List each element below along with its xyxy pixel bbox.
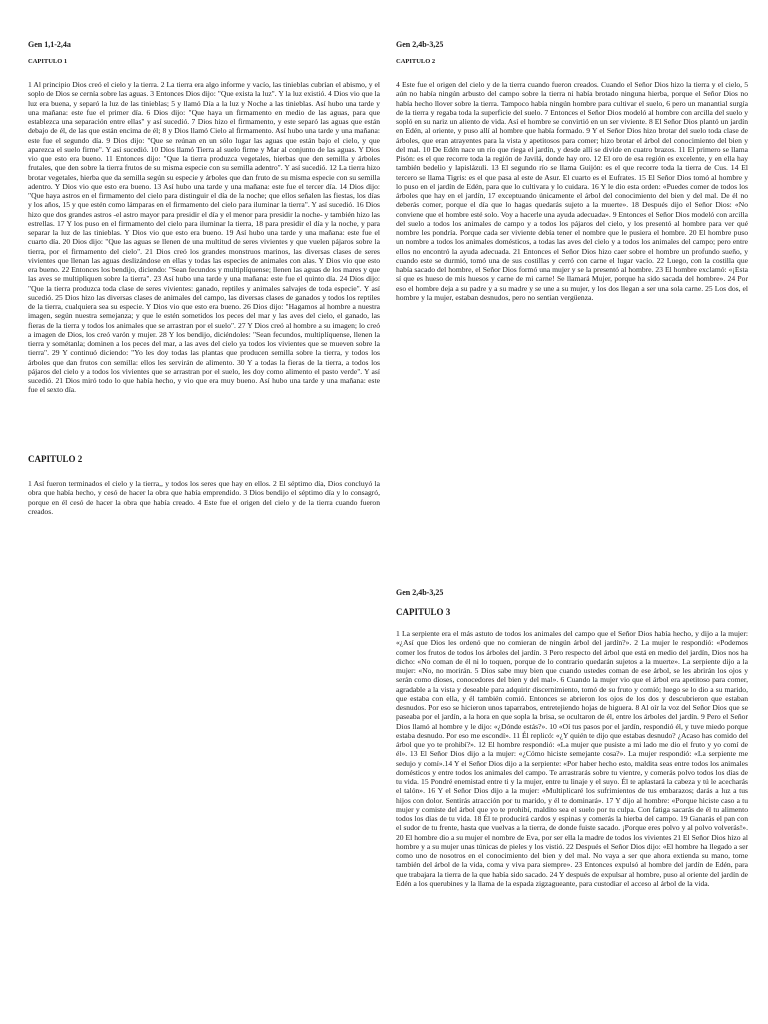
genesis-2-section [396, 40, 748, 302]
passage-reference: Gen 2,4b-3,25 [396, 588, 444, 597]
chapter-body-text: 4 Este fue el origen del cielo y de la tierra cuando fueron creados. Cuando el Señor Dios hizo la tierra y el cielo, 5 aún no había ningún arbusto del campo sobre la tierra ni había brotado ninguna hierba, porque el Señor Dios no había hecho llover sobre la tierra. Tampoco había ningún hombre para cultivar el suelo, 6 pero un manantial surgía de la tierra y regaba toda la superficie del suelo. 7 Entonces el Señor Dios modeló al hombre con arcilla del suelo y sopló en su nariz un aliento de vida. Así el hombre se convirtió en un ser viviente. 8 El Señor Dios plantó un jardín en Edén, al oriente, y puso allí al hombre que había formado. 9 Y el Señor Dios hizo brotar del suelo toda clase de árboles, que eran atrayentes para la vista y apetitosos para comer; hizo brotar el árbol del conocimiento del bien y del mal. 10 De Edén nace un río que riega el jardín, y desde allí se divide en cuatro brazos. 11 El primero se llama Pisón: es el que recorre toda la región de Javilá, donde hay oro. 12 El oro de esa región es excelente, y en ella hay también bedelio y lapislázuli. 13 El segundo río se llama Guijón: es el que recorre toda la tierra de Cus. 14 El tercero se llama Tigris: es el que pasa al este de Asur. El cuarto es el Eufrates. 15 El Señor Dios tomó al hombre y lo puso en el jardín de Edén, para que lo cultivara y lo cuidara. 16 Y le dio esta orden: «Puedes comer de todos los árboles que hay en el jardín, 17 exceptuando únicamente el árbol del conocimiento del bien y del mal. De él no deberás comer, porque el día que lo hagas quedarás sujeto a la muerte». 18 Después dijo el Señor Dios: «No conviene que el hombre esté solo. Voy a hacerle una ayuda adecuada». 9 Entonces el Señor Dios modeló con arcilla del suelo a todos los animales de campo y a todos los pájaros del cielo, y los presentó al hombre para ver qué nombre les pondría. Porque cada ser viviente debía tener el nombre que le pusiera el hombre. 20 El hombre puso un nombre a todos los animales domésticos, a todas las aves del cielo y a todos los animales del campo; pero entre ellos no encontró la ayuda adecuada. 21 Entonces el Señor Dios hizo caer sobre el hombre un profundo sueño, y cuando este se durmió, tomó una de sus costillas y cerró con carne el lugar vacío. 22 Luego, con la costilla que había sacado del hombre, el Señor Dios formó una mujer y se la presentó al hombre. 23 El hombre exclamó: «¡Esta sí que es hueso de mis huesos y carne de mi carne! Se llamará Mujer, porque ha sido sacada del hombre». 24 Por eso el hombre deja a su padre y a su madre y se une a su mujer, y los dos llegan a ser una sola carne. 25 Los dos, el hombre y la mujer, estaban desnudos, pero no sentían vergüenza. [396, 80, 748, 302]
genesis-3-section [396, 588, 748, 888]
chapter-heading: CAPITULO 3 [396, 607, 451, 617]
chapter-body-text: 1 Al principio Dios creó el cielo y la tierra. 2 La tierra era algo informe y vacío, las tinieblas cubrían el abismo, y el soplo de Dios se cernía sobre las aguas. 3 Entonces Dios dijo: "Que exista la luz". Y la luz existió. 4 Dios vio que la luz era buena, y separó la luz de las tinieblas; 5 y llamó Día a la luz y Noche a las tinieblas. Así hubo una tarde y una mañana: este fue el primer día. 6 Dios dijo: "Que haya un firmamento en medio de las aguas, para que establezca una separación entre ellas" y así sucedió. 7 Dios hizo el firmamento, y este separó las aguas que están debajo de él, de las que están encima de él; 8 y Dios llamó Cielo al firmamento. Así hubo una tarde y una mañana: este fue el segundo día. 9 Dios dijo: "Que se reúnan en un sólo lugar las aguas que están bajo el cielo, y que aparezca el suelo firme". Y así sucedió. 10 Dios llamó Tierra al suelo firme y Mar al conjunto de las aguas. Y Dios vio que esto era bueno. 11 Entonces dijo: "Que la tierra produzca vegetales, hierbas que den semilla y árboles frutales, que den sobre la tierra frutos de su misma especie con su semilla adentro". Y así sucedió. 12 La tierra hizo brotar vegetales, hierba que da semilla según su especie y árboles que dan fruto de su misma especie con su semilla adentro. Y Dios vio que esto era bueno. 13 Así hubo una tarde y una mañana: este fue el tercer día. 14 Dios dijo: "Que haya astros en el firmamento del cielo para distinguir el día de la noche; que ellos señalen las fiestas, los días y los años, 15 y que estén como lámparas en el firmamento del cielo para iluminar la tierra". Y así sucedió. 16 Dios hizo que dos grandes astros -el astro mayor para presidir el día y el menor para presidir la noche- y también hizo las estrellas. 17 Y los puso en el firmamento del cielo para iluminar la tierra, 18 para presidir el día y la noche, y para separar la luz de las tinieblas. Y Dios vio que esto era bueno. 19 Así hubo una tarde y una mañana: este fue el cuarto día. 20 Dios dijo: "Que las aguas se llenen de una multitud de seres vivientes y que vuelen pájaros sobre la tierra, por el firmamento del cielo". 21 Dios creó los grandes monstruos marinos, las diversas clases de seres vivientes que llenan las aguas deslizándose en ellas y todas las especies de animales con alas. Y Dios vio que esto era bueno. 22 Entonces los bendijo, diciendo: "Sean fecundos y multiplíquense; llenen las aguas de los mares y que las aves se multipliquen sobre la tierra". 23 Así hubo una tarde y una mañana: este fue el quinto día. 24 Dios dijo: "Que la tierra produzca toda clase de seres vivientes: ganado, reptiles y animales salvajes de toda especie". Y así sucedió. 25 Dios hizo las diversas clases de animales del campo, las diversas clases de ganados y todos los reptiles de la tierra, cualquiera sea su especie. Y Dios vio que esto era bueno. 26 Dios dijo: "Hagamos al hombre a nuestra imagen, según nuestra semejanza; y que le estén sometidos los peces del mar y las aves del cielo, el ganado, las fieras de la tierra y todos los animales que se arrastran por el suelo". 27 Y Dios creó al hombre a su imagen; lo creó a imagen de Dios, los creó varón y mujer. 28 Y los bendijo, diciéndoles: "Sean fecundos, multiplíquense, llenen la tierra y sométanla; dominen a los peces del mar, a las aves del cielo ya todos los vivientes que se mueven sobre la tierra". 29 Y continuó diciendo: "Yo les doy todas las plantas que producen semilla sobre la tierra, y todos los árboles que dan frutos con semilla: ellos les servirán de alimento. 30 Y a todas la fieras de la tierra, a todos los pájaros del cielo y a todos los vivientes que se arrastran por el suelo, les doy como alimento el pasto verde". Y así sucedió. 21 Dios miró todo lo que había hecho, y vio que era muy bueno. Así hubo una tarde y una mañana: este fue el sexto día. [28, 80, 380, 395]
chapter-heading: CAPITULO 2 [396, 58, 436, 65]
genesis-1-section [28, 40, 380, 395]
passage-reference: Gen 2,4b-3,25 [396, 40, 444, 49]
passage-reference: Gen 1,1-2,4a [28, 40, 71, 49]
chapter-body-text: 1 Así fueron terminados el cielo y la tierra,, y todos los seres que hay en ellos. 2 El séptimo día, Dios concluyó la obra que había hecho, y cesó de hacer la obra que había emprendido. 3 Dios bendijo el séptimo día y lo consagró, porque en él cesó de hacer la obra que había creado. 4 Este fue el origen del cielo y de la tierra cuando fueron creados. [28, 479, 380, 516]
chapter-heading: CAPITULO 2 [28, 454, 83, 464]
chapter-heading: CAPITULO 1 [28, 58, 68, 65]
chapter-body-text: 1 La serpiente era el más astuto de todos los animales del campo que el Señor Dios había hecho, y dijo a la mujer: «¿Así que Dios les ordenó que no comieran de ningún árbol del jardín?». 2 La mujer le respondió: «Podemos comer los frutos de todos los árboles del jardín. 3 Pero respecto del árbol que está en medio del jardín, Dios nos ha dicho: «No coman de él ni lo toquen, porque de lo contrario quedarán sujetos a la muerte». La serpiente dijo a la mujer: «No, no morirán. 5 Dios sabe muy bien que cuando ustedes coman de ese árbol, se les abrirán los ojos y serán como dioses, conocedores del bien y del mal». 6 Cuando la mujer vio que el árbol era apetitoso para comer, agradable a la vista y deseable para adquirir discernimiento, tomó de su fruto y comió; luego se lo dio a su marido, que estaba con ella, y él también comió. Entonces se abrieron los ojos de los dos y descubrieron que estaban desnudos. Por eso se hicieron unos taparrabos, entretejiendo hojas de higuera. 8 Al oír la voz del Señor Dios que se paseaba por el jardín, a la hora en que sopla la brisa, se ocultaron de él, entre los árboles del jardín. 9 Pero el Señor Dios llamó al hombre y le dijo: «¿Dónde estás?». 10 «Oí tus pasos por el jardín, respondió él, y tuve miedo porque estaba desnudo. Por eso me escondí». 11 Él replicó: «¿Y quién te dijo que estabas desnudo? ¿Acaso has comido del árbol que yo te prohibí?». 12 El hombre respondió: «La mujer que pusiste a mi lado me dio el fruto y yo comí de él». 13 El Señor Dios dijo a la mujer: «¿Cómo hiciste semejante cosa?». La mujer respondió: «La serpiente me sedujo y comí».14 Y el Señor Dios dijo a la serpiente: «Por haber hecho esto, maldita seas entre todos los animales domésticos y entre todos los animales del campo. Te arrastrarás sobre tu vientre, y comerás polvo todos los días de tu vida. 15 Pondré enemistad entre ti y la mujer, entre tu linaje y el suyo. Él te aplastará la cabeza y tú le acecharás el talón». 16 Y el Señor Dios dijo a la mujer: «Multiplicaré los sufrimientos de tus embarazos; darás a luz a tus hijos con dolor. Sentirás atracción por tu marido, y él te dominará». 17 Y dijo al hombre: «Porque hiciste caso a tu mujer y comiste del árbol que yo te prohibí, maldito sea el suelo por tu culpa. Con fatiga sacarás de él tu alimento todos los días de tu vida. 18 Él te producirá cardos y espinas y comerás la hierba del campo. 19 Ganarás el pan con el sudor de tu frente, hasta que vuelvas a la tierra, de donde fuiste sacado. ¡Porque eres polvo y al polvo volverás!». 20 El hombre dio a su mujer el nombre de Eva, por ser ella la madre de todos los vivientes 21 El Señor Dios hizo al hombre y a su mujer unas túnicas de pieles y los vistió. 22 Después el Señor Dios dijo: «El hombre ha llegado a ser como uno de nosotros en el conocimiento del bien y del mal. No vaya a ser que ahora extienda su mano, tome también del árbol de la vida, coma y viva para siempre». 23 Entonces expulsó al hombre del jardín de Edén, para que trabajara la tierra de la que había sido sacado. 24 Y después de expulsar al hombre, puso al oriente del jardín de Edén a los querubines y la llama de la espada zigzagueante, para custodiar el acceso al árbol de la vida. [396, 629, 748, 888]
genesis-2-ending-section [28, 454, 380, 516]
